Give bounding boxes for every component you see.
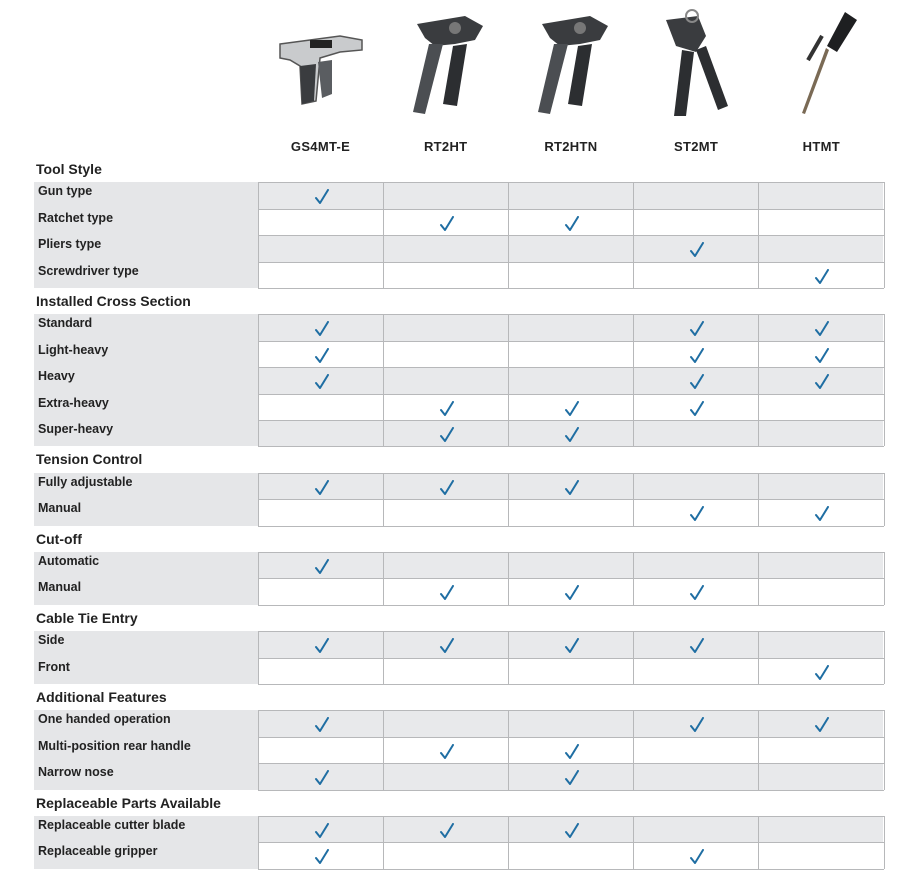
row-label: Manual	[34, 578, 258, 604]
row-divider	[258, 737, 884, 738]
product-name: RT2HT	[423, 139, 468, 154]
checkmark-icon	[564, 401, 580, 417]
table-cell	[258, 763, 383, 789]
table-border	[884, 314, 885, 446]
product-name: HTMT	[802, 139, 840, 154]
row-divider	[258, 394, 884, 395]
checkmark-icon	[314, 823, 330, 839]
table-cell	[758, 552, 883, 578]
checkmark-icon	[314, 374, 330, 390]
section-title: Cable Tie Entry	[36, 609, 138, 626]
table-cell	[508, 420, 633, 446]
table-cell	[508, 552, 633, 578]
table-row	[34, 499, 884, 525]
table-cell	[258, 552, 383, 578]
section-title: Tool Style	[36, 161, 102, 177]
row-label: Fully adjustable	[34, 473, 258, 499]
table-cell	[383, 816, 508, 842]
table-border	[884, 631, 885, 684]
checkmark-icon	[564, 585, 580, 601]
row-divider	[258, 763, 884, 764]
row-divider	[258, 341, 884, 342]
product-name: ST2MT	[674, 139, 719, 154]
table-cell	[508, 658, 633, 684]
row-label: Heavy	[34, 367, 258, 393]
table-cell	[758, 658, 883, 684]
checkmark-icon	[689, 717, 705, 733]
row-divider	[258, 578, 884, 579]
table-cell	[508, 341, 633, 367]
table-cell	[258, 499, 383, 525]
table-cell	[758, 341, 883, 367]
checkmark-icon	[689, 242, 705, 258]
row-label: Screwdriver type	[34, 262, 258, 288]
table-row	[34, 763, 884, 789]
table-cell	[383, 314, 508, 340]
row-divider	[258, 235, 884, 236]
table-cell	[383, 710, 508, 736]
product-column-gs4mt-e	[258, 0, 383, 160]
table-cell	[258, 578, 383, 604]
checkmark-icon	[439, 401, 455, 417]
table-row	[34, 262, 884, 288]
table-cell	[758, 578, 883, 604]
checkmark-icon	[439, 638, 455, 654]
checkmark-icon	[564, 770, 580, 786]
row-label: Multi-position rear handle	[34, 737, 258, 763]
table-cell	[383, 631, 508, 657]
checkmark-icon	[564, 638, 580, 654]
table-cell	[758, 763, 883, 789]
table-cell	[508, 473, 633, 499]
table-cell	[258, 420, 383, 446]
table-cell	[258, 341, 383, 367]
table-row	[34, 710, 884, 736]
checkmark-icon	[439, 216, 455, 232]
row-divider	[258, 526, 884, 527]
table-row	[34, 394, 884, 420]
table-cell	[508, 631, 633, 657]
table-border	[884, 710, 885, 789]
row-label: Gun type	[34, 182, 258, 208]
checkmark-icon	[689, 506, 705, 522]
row-divider	[258, 710, 884, 711]
table-border	[884, 473, 885, 526]
table-row	[34, 182, 884, 208]
table-cell	[633, 710, 758, 736]
table-cell	[383, 182, 508, 208]
row-divider	[258, 842, 884, 843]
section-title: Installed Cross Section	[36, 293, 191, 309]
checkmark-icon	[689, 321, 705, 337]
row-divider	[258, 420, 884, 421]
checkmark-icon	[689, 401, 705, 417]
table-cell	[383, 842, 508, 868]
table-border	[884, 816, 885, 869]
table-cell	[508, 314, 633, 340]
row-divider	[258, 631, 884, 632]
table-cell	[633, 552, 758, 578]
checkmark-icon	[314, 849, 330, 865]
checkmark-icon	[439, 585, 455, 601]
row-label: One handed operation	[34, 710, 258, 736]
product-column-rt2htn	[508, 0, 633, 160]
table-cell	[758, 842, 883, 868]
row-divider	[258, 182, 884, 183]
table-cell	[383, 763, 508, 789]
table-cell	[508, 182, 633, 208]
table-row	[34, 235, 884, 261]
row-label: Front	[34, 658, 258, 684]
row-label: Replaceable cutter blade	[34, 816, 258, 842]
ratchet-tool-icon	[520, 6, 620, 126]
checkmark-icon	[814, 321, 830, 337]
table-cell	[508, 578, 633, 604]
table-cell	[508, 262, 633, 288]
checkmark-icon	[314, 559, 330, 575]
row-divider	[258, 288, 884, 289]
table-cell	[758, 710, 883, 736]
table-cell	[258, 394, 383, 420]
product-header	[258, 0, 884, 160]
table-row	[34, 737, 884, 763]
checkmark-icon	[314, 348, 330, 364]
table-cell	[258, 842, 383, 868]
checkmark-icon	[564, 823, 580, 839]
checkmark-icon	[814, 269, 830, 285]
table-cell	[508, 367, 633, 393]
table-row	[34, 552, 884, 578]
checkmark-icon	[314, 480, 330, 496]
checkmark-icon	[689, 585, 705, 601]
row-label: Automatic	[34, 552, 258, 578]
row-divider	[258, 473, 884, 474]
table-cell	[383, 473, 508, 499]
table-cell	[633, 499, 758, 525]
table-cell	[758, 631, 883, 657]
checkmark-icon	[314, 770, 330, 786]
row-label: Pliers type	[34, 235, 258, 261]
table-cell	[633, 341, 758, 367]
row-divider	[258, 262, 884, 263]
checkmark-icon	[689, 348, 705, 364]
checkmark-icon	[439, 480, 455, 496]
table-cell	[258, 710, 383, 736]
row-label: Manual	[34, 499, 258, 525]
table-cell	[633, 737, 758, 763]
row-label: Super-heavy	[34, 420, 258, 446]
table-cell	[383, 394, 508, 420]
table-cell	[633, 816, 758, 842]
checkmark-icon	[564, 427, 580, 443]
table-row	[34, 341, 884, 367]
row-divider	[258, 314, 884, 315]
section-title: Cut-off	[36, 530, 82, 547]
table-cell	[633, 314, 758, 340]
row-divider	[258, 446, 884, 447]
row-label: Replaceable gripper	[34, 842, 258, 868]
table-cell	[258, 658, 383, 684]
table-row	[34, 658, 884, 684]
table-cell	[508, 737, 633, 763]
table-cell	[383, 235, 508, 261]
table-cell	[508, 816, 633, 842]
table-cell	[758, 420, 883, 446]
gun-tool-icon	[270, 6, 370, 126]
table-cell	[758, 182, 883, 208]
checkmark-icon	[439, 744, 455, 760]
product-column-htmt	[759, 0, 884, 160]
pliers-tool-icon	[646, 6, 746, 126]
table-cell	[633, 235, 758, 261]
checkmark-icon	[814, 717, 830, 733]
table-cell	[633, 631, 758, 657]
table-row	[34, 420, 884, 446]
table-cell	[633, 367, 758, 393]
checkmark-icon	[564, 216, 580, 232]
row-divider	[258, 658, 884, 659]
row-divider	[258, 605, 884, 606]
checkmark-icon	[814, 665, 830, 681]
checkmark-icon	[439, 823, 455, 839]
checkmark-icon	[439, 427, 455, 443]
checkmark-icon	[314, 717, 330, 733]
table-cell	[758, 235, 883, 261]
row-label: Side	[34, 631, 258, 657]
row-divider	[258, 684, 884, 685]
product-column-rt2ht	[383, 0, 508, 160]
ratchet-tool-icon	[395, 6, 495, 126]
table-cell	[383, 367, 508, 393]
row-divider	[258, 790, 884, 791]
row-divider	[258, 209, 884, 210]
table-cell	[758, 473, 883, 499]
table-cell	[758, 394, 883, 420]
table-row	[34, 209, 884, 235]
table-cell	[633, 394, 758, 420]
table-cell	[383, 737, 508, 763]
row-divider	[258, 816, 884, 817]
checkmark-icon	[689, 374, 705, 390]
checkmark-icon	[814, 506, 830, 522]
section-title: Replaceable Parts Available	[36, 794, 221, 811]
row-divider	[258, 552, 884, 553]
table-cell	[633, 842, 758, 868]
table-cell	[383, 262, 508, 288]
table-cell	[633, 262, 758, 288]
table-row	[34, 314, 884, 340]
checkmark-icon	[314, 321, 330, 337]
row-divider	[258, 499, 884, 500]
table-cell	[633, 182, 758, 208]
checkmark-icon	[689, 849, 705, 865]
product-name: RT2HTN	[544, 139, 598, 154]
table-cell	[633, 658, 758, 684]
table-cell	[758, 816, 883, 842]
table-cell	[258, 182, 383, 208]
table-border	[884, 182, 885, 288]
checkmark-icon	[564, 744, 580, 760]
table-cell	[508, 710, 633, 736]
table-row	[34, 367, 884, 393]
checkmark-icon	[314, 189, 330, 205]
table-cell	[258, 631, 383, 657]
table-cell	[383, 420, 508, 446]
table-cell	[258, 473, 383, 499]
table-cell	[508, 763, 633, 789]
table-cell	[258, 235, 383, 261]
row-label: Standard	[34, 314, 258, 340]
table-cell	[258, 262, 383, 288]
table-cell	[508, 235, 633, 261]
table-row	[34, 473, 884, 499]
table-cell	[758, 262, 883, 288]
table-cell	[633, 473, 758, 499]
table-border	[884, 552, 885, 605]
table-cell	[383, 499, 508, 525]
table-row	[34, 816, 884, 842]
table-cell	[508, 842, 633, 868]
table-cell	[758, 499, 883, 525]
screwdriver-tool-icon	[771, 6, 871, 126]
checkmark-icon	[689, 638, 705, 654]
section-title: Tension Control	[36, 451, 143, 468]
checkmark-icon	[814, 348, 830, 364]
table-cell	[383, 341, 508, 367]
table-row	[34, 578, 884, 604]
table-cell	[508, 499, 633, 525]
table-cell	[383, 658, 508, 684]
table-cell	[383, 578, 508, 604]
checkmark-icon	[314, 638, 330, 654]
row-label: Extra-heavy	[34, 394, 258, 420]
row-divider	[258, 367, 884, 368]
table-cell	[633, 763, 758, 789]
product-column-st2mt	[634, 0, 759, 160]
table-cell	[258, 209, 383, 235]
product-name: GS4MT-E	[290, 139, 351, 154]
table-cell	[633, 420, 758, 446]
table-row	[34, 631, 884, 657]
table-cell	[633, 209, 758, 235]
table-cell	[383, 209, 508, 235]
table-cell	[258, 816, 383, 842]
table-cell	[508, 209, 633, 235]
row-divider	[258, 869, 884, 870]
table-row	[34, 842, 884, 868]
table-cell	[258, 367, 383, 393]
section-title: Additional Features	[36, 689, 167, 705]
table-cell	[758, 737, 883, 763]
table-cell	[258, 737, 383, 763]
table-cell	[383, 552, 508, 578]
checkmark-icon	[564, 480, 580, 496]
row-label: Light-heavy	[34, 341, 258, 367]
checkmark-icon	[814, 374, 830, 390]
row-label: Narrow nose	[34, 763, 258, 789]
table-cell	[758, 314, 883, 340]
row-label: Ratchet type	[34, 209, 258, 235]
table-cell	[258, 314, 383, 340]
table-cell	[758, 367, 883, 393]
table-cell	[758, 209, 883, 235]
table-cell	[633, 578, 758, 604]
table-cell	[508, 394, 633, 420]
